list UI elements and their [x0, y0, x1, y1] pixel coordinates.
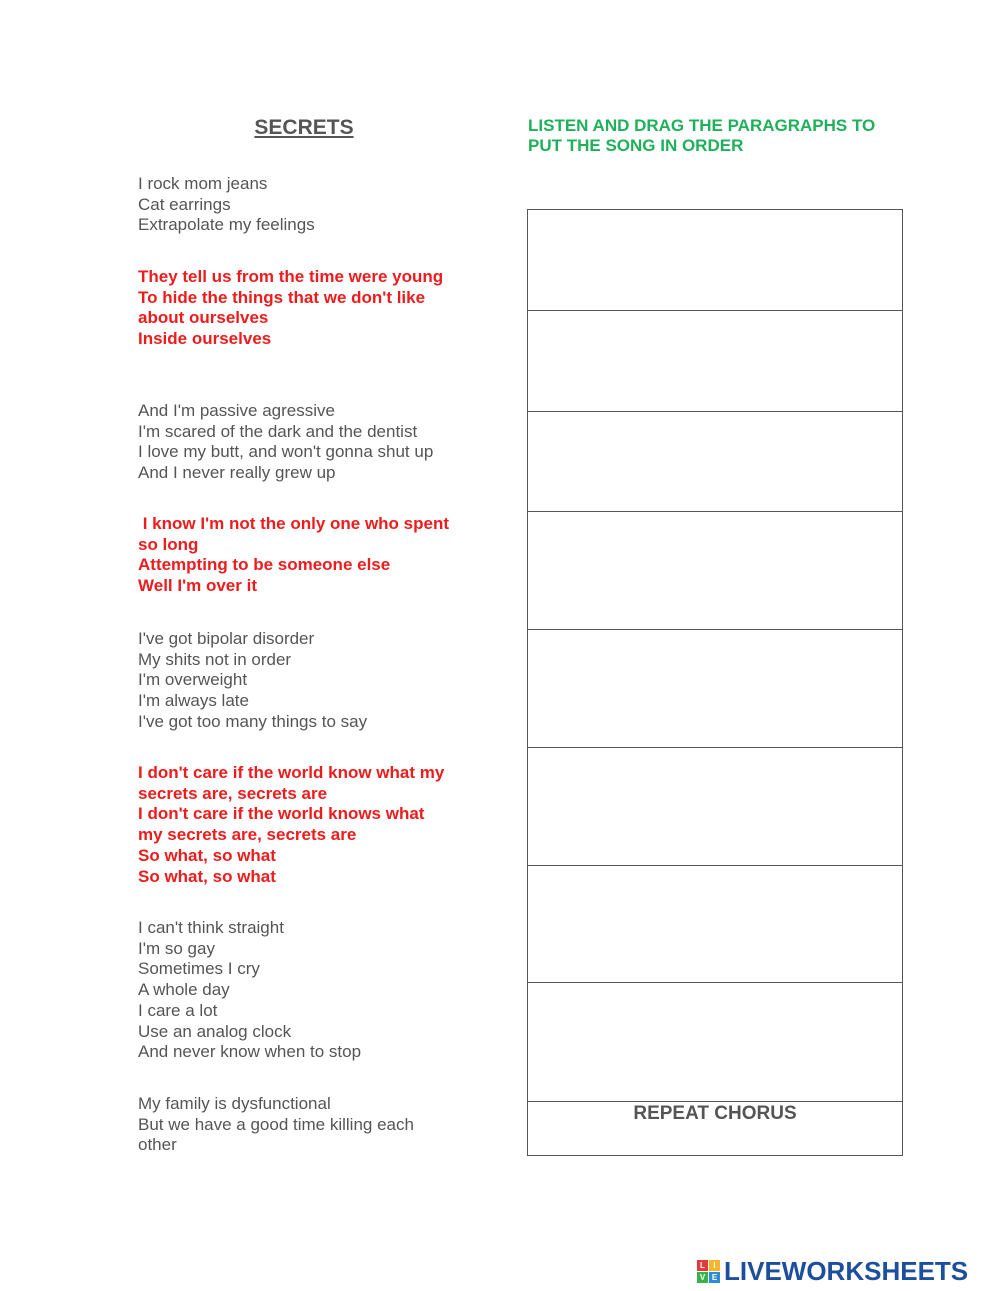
lyric-line: A whole day	[138, 980, 230, 1000]
lyric-line: I'm scared of the dark and the dentist	[138, 421, 418, 441]
logo-mark-icon	[697, 1260, 720, 1283]
lyric-line: I know I'm not the only one who spent so long	[138, 514, 454, 554]
lyric-line: They tell us from the time were young	[138, 267, 444, 286]
repeat-chorus-label: REPEAT CHORUS	[633, 1103, 797, 1124]
stanza-7[interactable]	[138, 918, 483, 1063]
lyric-line: secrets are, secrets are	[138, 783, 328, 803]
lyric-line: I don't care if the world knows what	[138, 804, 425, 824]
logo-letter: E	[709, 1272, 720, 1283]
lyric-line: I've got bipolar disorder	[138, 629, 315, 648]
lyric-line: I love my butt, and won't gonna shut up	[138, 442, 434, 462]
stanza-6[interactable]	[138, 763, 483, 887]
lyric-line: I'm so gay	[138, 938, 215, 958]
page-title: SECRETS	[254, 116, 354, 139]
instructions-text: LISTEN AND DRAG THE PARAGRAPHS TO PUT THE SONG IN ORDER	[528, 116, 876, 155]
lyric-line: about ourselves	[138, 308, 269, 328]
lyric-line: My shits not in order	[138, 649, 292, 669]
logo-letter: I	[709, 1260, 720, 1271]
stanza-5[interactable]	[138, 629, 483, 733]
logo-letter: V	[697, 1272, 708, 1283]
drop-box-5[interactable]	[527, 629, 903, 748]
brand-name: LIVEWORKSHEETS	[724, 1256, 969, 1286]
stanza-8[interactable]	[138, 1094, 483, 1156]
lyric-line: Cat earrings	[138, 194, 231, 214]
drop-box-repeat-chorus	[527, 1101, 903, 1156]
drop-box-1[interactable]	[527, 209, 903, 311]
lyric-line: I don't care if the world know what my	[138, 763, 445, 782]
drop-box-2[interactable]	[527, 310, 903, 412]
drop-box-4[interactable]	[527, 511, 903, 630]
stanza-4[interactable]	[138, 514, 473, 597]
lyric-line: Inside ourselves	[138, 329, 272, 349]
lyric-line: other	[138, 1135, 177, 1155]
drop-box-3[interactable]	[527, 411, 903, 512]
lyric-line: I can't think straight	[138, 918, 284, 937]
lyric-line: My family is dysfunctional	[138, 1094, 331, 1113]
lyric-line: And I'm passive agressive	[138, 401, 335, 420]
lyric-line: But we have a good time killing each	[138, 1114, 414, 1134]
lyric-line: To hide the things that we don't like	[138, 287, 426, 307]
lyric-line: Extrapolate my feelings	[138, 215, 315, 235]
drop-box-8[interactable]	[527, 982, 903, 1102]
logo-letter: L	[697, 1260, 708, 1271]
lyric-line: I rock mom jeans	[138, 174, 268, 193]
stanza-3[interactable]	[138, 401, 483, 484]
lyric-line: I'm overweight	[138, 670, 248, 690]
drop-box-7[interactable]	[527, 865, 903, 983]
lyric-line: And never know when to stop	[138, 1042, 362, 1062]
lyric-line: my secrets are, secrets are	[138, 825, 357, 845]
lyric-line: I've got too many things to say	[138, 711, 368, 731]
lyric-line: Use an analog clock	[138, 1021, 292, 1041]
lyric-line: And I never really grew up	[138, 463, 336, 483]
liveworksheets-logo	[697, 1256, 968, 1287]
lyric-line: So what, so what	[138, 866, 276, 886]
drop-box-6[interactable]	[527, 747, 903, 866]
stanza-1[interactable]	[138, 174, 483, 236]
lyric-line: Sometimes I cry	[138, 959, 260, 979]
lyric-line: Well I'm over it	[138, 576, 257, 596]
stanza-2[interactable]	[138, 267, 483, 350]
lyric-line: Attempting to be someone else	[138, 555, 391, 575]
lyric-line: So what, so what	[138, 845, 276, 865]
lyric-line: I'm always late	[138, 691, 249, 711]
lyric-line: I care a lot	[138, 1000, 218, 1020]
